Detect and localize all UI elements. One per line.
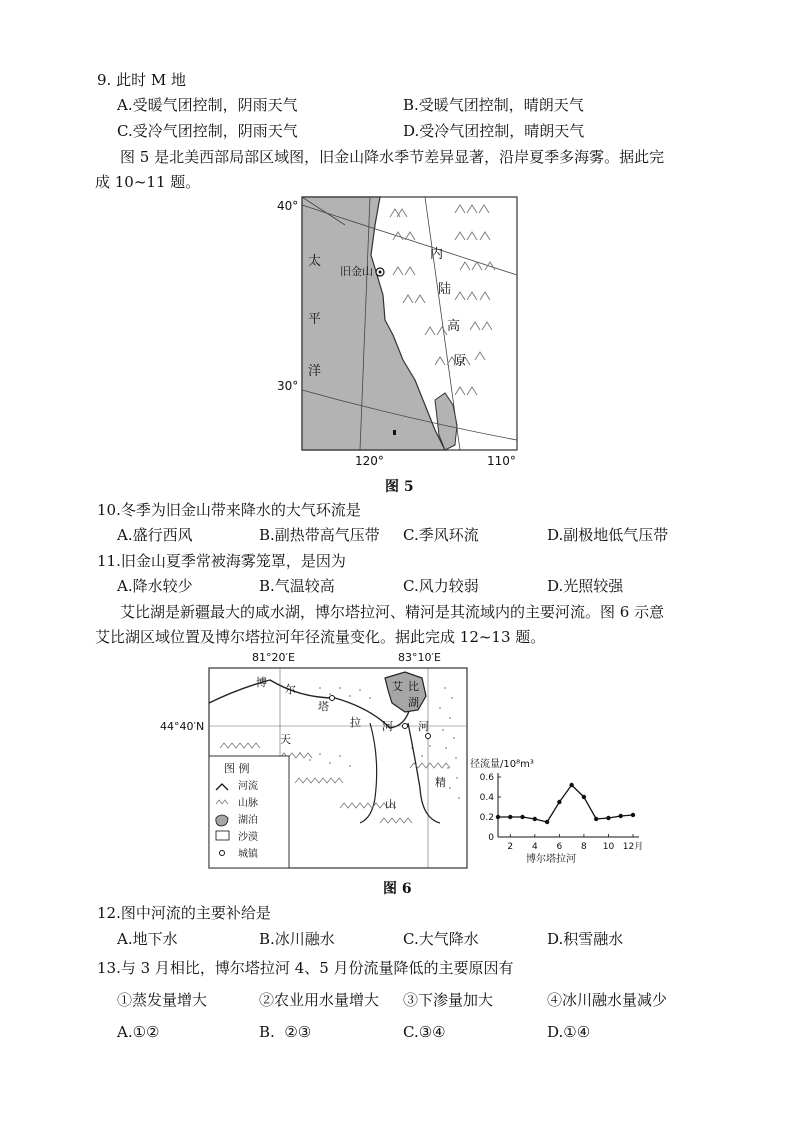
chart-x-tick-label: 2 [507, 842, 514, 852]
q13-factor-1: ①蒸发量增大 [117, 991, 208, 1009]
river-char-3: 塔 [318, 700, 329, 713]
chart-x-tick-label: 6 [556, 842, 563, 852]
lon-120-label: 120° [355, 454, 384, 468]
q11-option-a: A.降水较少 [117, 577, 193, 595]
q13-option-b: B. ②③ [259, 1023, 312, 1041]
runoff-data-point [619, 814, 623, 818]
runoff-data-point [606, 816, 610, 820]
runoff-data-point [520, 815, 524, 819]
river-char-2: 尔 [285, 683, 296, 696]
q13-stem: 13.与 3 月相比，博尔塔拉河 4、5 月份流量降低的主要原因有 [97, 959, 514, 977]
q13-option-c: C.③④ [403, 1023, 446, 1041]
lake-char-2: 比 [408, 680, 419, 693]
chart-x-tick-label: 12月 [622, 842, 644, 852]
q10-stem: 10.冬季为旧金山带来降水的大气环流是 [97, 501, 361, 519]
q12-option-d: D.积雪融水 [547, 930, 624, 948]
runoff-data-point [594, 817, 598, 821]
runoff-series-line [498, 785, 633, 822]
tianshan-char-2: 山 [385, 798, 396, 811]
figure-6-caption: 图 6 [383, 881, 412, 897]
q13-option-d: D.①④ [547, 1023, 591, 1041]
q9-option-d: D.受冷气团控制，晴朗天气 [403, 122, 585, 140]
jinghe-char-1: 精 [435, 776, 446, 789]
q11-option-d: D.光照较强 [547, 577, 624, 595]
ocean-char-2: 平 [308, 312, 322, 327]
chart-ylabel: 径流量/10⁸m³ [470, 759, 534, 770]
lon-110-label: 110° [487, 454, 516, 468]
chart-x-tick-label: 4 [531, 842, 538, 852]
q9-option-b: B.受暖气团控制，晴朗天气 [403, 96, 584, 114]
legend-lake: 湖泊 [238, 815, 258, 826]
lon-81-label: 81°20′E [252, 651, 295, 664]
chart-xlabel: 博尔塔拉河 [526, 854, 576, 865]
q13-factor-3: ③下渗量加大 [403, 991, 494, 1009]
intro1-line1: 图 5 是北美西部局部区域图，旧金山降水季节差异显著，沿岸夏季多海雾。据此完 [120, 148, 665, 166]
runoff-data-point [569, 783, 573, 787]
intro1-line2: 成 10~11 题。 [95, 173, 201, 191]
lat-30-label: 30° [277, 379, 299, 393]
legend-lake-symbol [216, 815, 228, 826]
jinghe-char-2: 河 [418, 720, 429, 733]
runoff-line-chart [468, 755, 653, 865]
q13-option-a: A.①② [117, 1023, 160, 1041]
ocean-char-3: 洋 [308, 364, 322, 379]
q9-stem: 9. 此时 M 地 [97, 71, 186, 89]
q13-factor-4: ④冰川融水量减少 [547, 991, 668, 1009]
chart-y-tick-label: 0.2 [479, 813, 494, 823]
figure-5-caption: 图 5 [385, 479, 414, 495]
legend-title: 图 例 [224, 762, 250, 775]
q12-stem: 12.图中河流的主要补给是 [97, 904, 271, 922]
chart-y-tick-label: 0.6 [479, 773, 494, 783]
figure-6-map [160, 648, 470, 873]
runoff-data-point [496, 815, 500, 819]
lat-40-label: 40° [277, 199, 299, 213]
intro2-line1: 艾比湖是新疆最大的咸水湖，博尔塔拉河、精河是其流域内的主要河流。图 6 示意 [120, 603, 665, 621]
river-char-5: 河 [382, 720, 393, 733]
q10-option-c: C.季风环流 [403, 526, 479, 544]
map-legend [209, 756, 289, 868]
q12-option-a: A.地下水 [117, 930, 178, 948]
river-char-4: 拉 [350, 716, 361, 729]
ocean-char-1: 太 [308, 254, 322, 269]
intro2-line2: 艾比湖区域位置及博尔塔拉河年径流量变化。据此完成 12~13 题。 [95, 628, 546, 646]
chart-y-tick-label: 0 [488, 833, 494, 843]
runoff-data-point [533, 817, 537, 821]
runoff-data-point [508, 815, 512, 819]
q10-option-a: A.盛行西风 [117, 526, 193, 544]
plateau-char-3: 高 [447, 319, 461, 334]
legend-river: 河流 [238, 781, 258, 792]
q9-option-c: C.受冷气团控制，阴雨天气 [117, 122, 298, 140]
q9-option-a: A.受暖气团控制，阴雨天气 [117, 96, 298, 114]
q12-option-b: B.冰川融水 [259, 930, 335, 948]
legend-mountain: 山脉 [238, 798, 258, 809]
legend-town: 城镇 [238, 849, 258, 860]
lake-char-3: 湖 [408, 696, 419, 709]
city-label: 旧金山 [340, 265, 373, 278]
chart-y-tick-label: 0.4 [479, 793, 494, 803]
river-char-1: 博 [256, 676, 267, 689]
q11-stem: 11.旧金山夏季常被海雾笼罩，是因为 [97, 552, 346, 570]
q10-option-b: B.副热带高气压带 [259, 526, 380, 544]
lake-char-1: 艾 [392, 680, 403, 693]
plateau-char-4: 原 [453, 354, 467, 369]
runoff-data-point [582, 795, 586, 799]
runoff-data-point [545, 820, 549, 824]
chart-x-tick-label: 10 [602, 842, 615, 852]
q13-factor-2: ②农业用水量增大 [259, 991, 380, 1009]
runoff-data-point [557, 800, 561, 804]
chart-x-tick-label: 8 [581, 842, 587, 852]
plateau-char-1: 内 [430, 247, 444, 262]
q12-option-c: C.大气降水 [403, 930, 479, 948]
q11-option-b: B.气温较高 [259, 577, 335, 595]
lat-44-label: 44°40′N [160, 720, 205, 733]
figure-5-map [275, 195, 525, 470]
q10-option-d: D.副极地低气压带 [547, 526, 669, 544]
lon-83-label: 83°10′E [398, 651, 441, 664]
q11-option-c: C.风力较弱 [403, 577, 479, 595]
runoff-data-point [631, 813, 635, 817]
legend-desert-symbol [216, 831, 229, 840]
tianshan-char-1: 天 [280, 733, 291, 746]
plateau-char-2: 陆 [438, 282, 452, 297]
legend-town-symbol [220, 851, 225, 856]
legend-desert: 沙漠 [238, 832, 258, 843]
